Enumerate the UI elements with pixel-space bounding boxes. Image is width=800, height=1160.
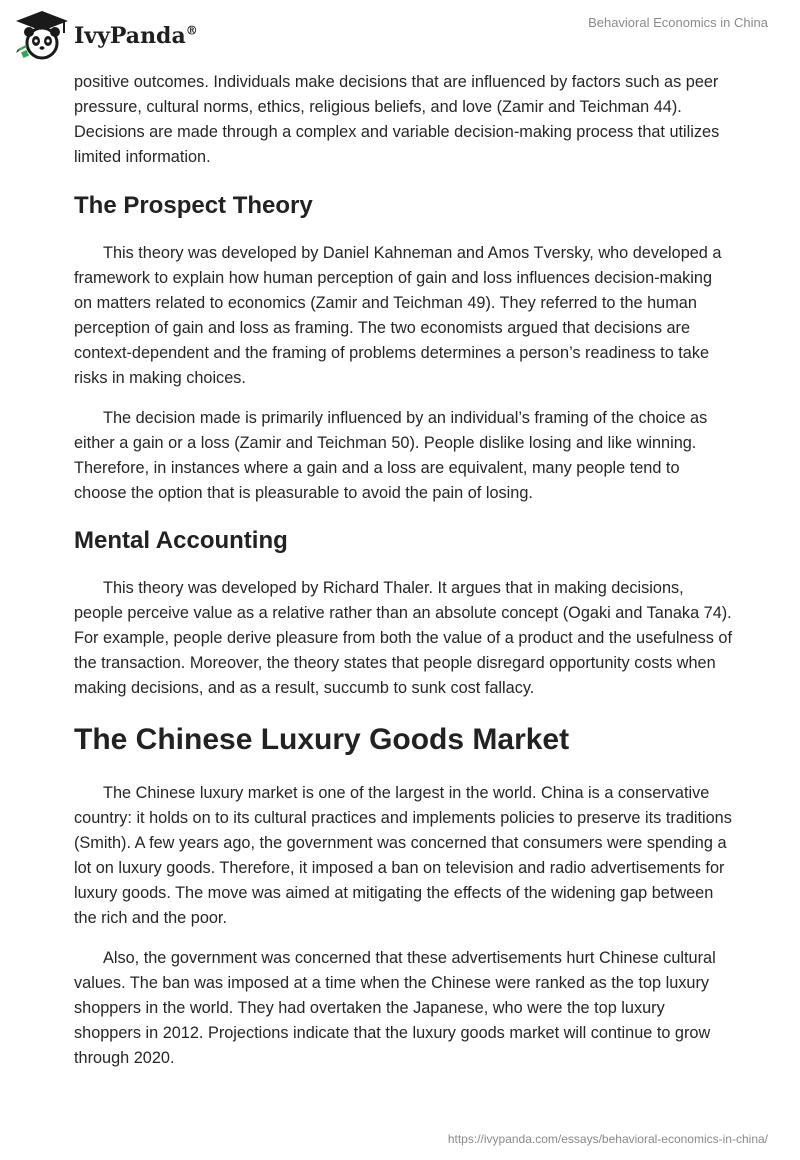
source-url[interactable]: https://ivypanda.com/essays/behavioral-economics-in-china/ bbox=[447, 1132, 768, 1146]
section-heading-luxury-market: The Chinese Luxury Goods Market bbox=[74, 723, 570, 756]
paragraph: The Chinese luxury market is one of the largest in the world. China is a conservative country: it holds on to its cultural practices and implements policies to preserve its traditions (Smith). A few years ago, the government was concerned that consumers were spending a lot on luxury goods. Therefore, it imposed a ban on television and radio advertisements for luxury goods. The move was aimed at mitigating the effects of the widening gap between the rich and the poor. bbox=[74, 784, 732, 927]
paragraph: Also, the government was concerned that these advertisements hurt Chinese cultural values. The ban was imposed at a time when the Chinese were ranked as the top luxury shoppers in the world. They had overtaken the Japanese, who were the top luxury shoppers in 2012. Projections indicate that the luxury goods market will continue to grow through 2020. bbox=[74, 949, 716, 1067]
paragraph: positive outcomes. Individuals make decisions that are influenced by factors such as peer pressure, cultural norms, ethics, religious beliefs, and love (Zamir and Teichman 44). Decisions are made through a complex and variable decision-making process that utilizes limited information. bbox=[74, 73, 720, 166]
brand-name: IvyPanda® bbox=[74, 23, 198, 49]
page-header bbox=[0, 0, 800, 64]
brand-logo[interactable] bbox=[14, 9, 198, 61]
essay-body bbox=[74, 70, 734, 1071]
paragraph: This theory was developed by Richard Thaler. It argues that in making decisions, people perceive value as a relative rather than an absolute concept (Ogaki and Tanaka 74). For example, people derive pleasure from both the value of a product and the usefulness of the transaction. Moreover, the theory states that people disregard opportunity costs when making decisions, and as a result, succumb to sunk cost fallacy. bbox=[74, 579, 732, 697]
paragraph: This theory was developed by Daniel Kahneman and Amos Tversky, who developed a framework to explain how human perception of gain and loss influences decision-making on matters related to economics (Zamir and Teichman 49). They referred to the human perception of gain and loss as framing. The two economists argued that decisions are context-dependent and the framing of problems determines a person’s readiness to take risks in making choices. bbox=[74, 244, 722, 387]
paragraph: The decision made is primarily influenced by an individual’s framing of the choice as either a gain or a loss (Zamir and Teichman 50). People dislike losing and like winning. Therefore, in instances where a gain and a loss are equivalent, many people tend to choose the option that is pleasurable to avoid the pain of losing. bbox=[74, 409, 708, 502]
section-heading-mental-accounting: Mental Accounting bbox=[74, 527, 288, 554]
running-title: Behavioral Economics in China bbox=[588, 15, 768, 30]
panda-graduation-cap-icon bbox=[14, 9, 70, 61]
section-heading-prospect-theory: The Prospect Theory bbox=[74, 192, 313, 219]
